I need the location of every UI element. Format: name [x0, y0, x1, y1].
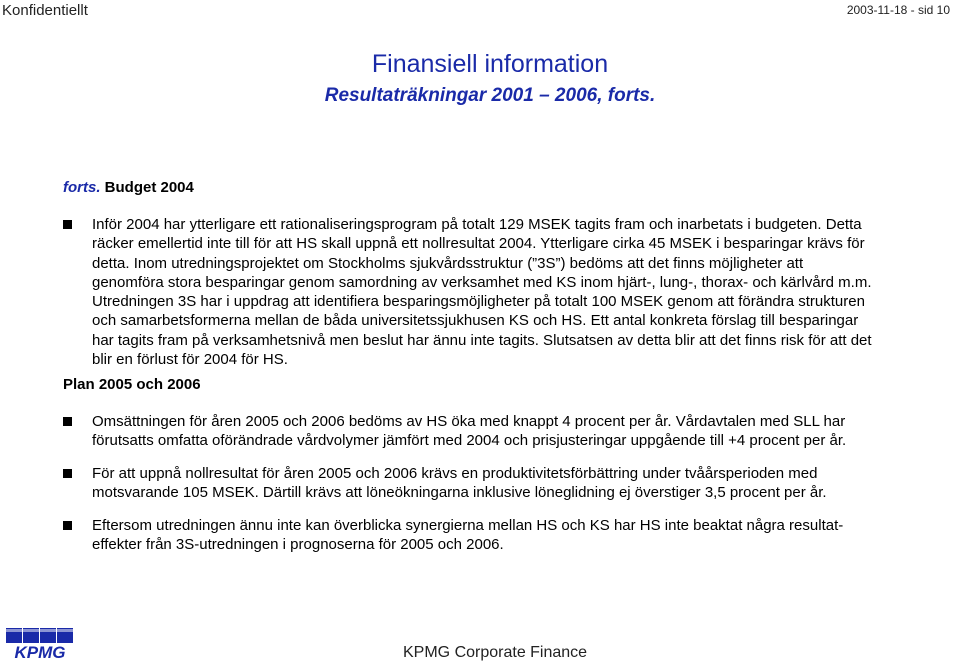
footer-company: KPMG Corporate Finance — [403, 644, 588, 661]
section-heading-rest: Budget 2004 — [100, 179, 194, 196]
kpmg-logo-boxes — [6, 628, 73, 643]
page-subtitle: Resultaträkningar 2001 – 2006, forts. — [324, 85, 656, 106]
bullet-text — [92, 215, 923, 369]
square-bullet-icon — [63, 521, 72, 530]
text-line: detta. Inom utredningsprojektet om Stockholms sjukvårdsstruktur (”3S”) bedöms att det finns möjligheter att — [92, 254, 804, 272]
text-line: För att uppnå nollresultat för åren 2005 och 2006 krävs en produktivitetsförbättring under tvåårsperioden med — [92, 465, 818, 482]
text-line: räcker emellertid inte till för att HS skall uppnå ett nollresultat 2004. Ytterligare cirka 45 MSEK i besparingar krävs för — [92, 235, 865, 253]
bullet-text — [92, 412, 923, 451]
square-bullet-icon — [63, 417, 72, 426]
bullet-budget-2004 — [63, 215, 923, 369]
bullet-omsattning — [63, 412, 923, 451]
bullet-text — [92, 464, 923, 503]
text-line: blir en förlust för 2004 för HS. — [92, 351, 288, 369]
text-line: och samarbetsformerna mellan de båda universitetssjukhusen KS och HS. Ett antal konkreta förslag till besparingar — [92, 312, 859, 330]
text-line: Omsättningen för åren 2005 och 2006 bedöms av HS öka med knappt 4 procent per år. Vårdavtalen med SLL har — [92, 413, 846, 430]
text-line: Inför 2004 har ytterligare ett rationaliseringsprogram på totalt 129 MSEK tagits fram och inarbetats i budgeten. Detta — [92, 216, 862, 233]
page-title: Finansiell information — [371, 50, 609, 78]
kpmg-logo-text: KPMG — [14, 643, 66, 660]
header-date-page: 2003-11-18 - sid 10 — [846, 3, 950, 17]
bullet-nollresultat — [63, 464, 923, 503]
text-line: har tagits fram på verksamhetsnivå men beslut har ännu inte tagits. Slutsatsen av detta blir att det finns risk för att det — [92, 331, 872, 349]
kpmg-logo — [4, 628, 76, 660]
text-line: effekter från 3S-utredningen i prognoserna för 2005 och 2006. — [92, 536, 504, 554]
bullet-synergier — [63, 516, 923, 555]
bullet-text — [92, 516, 923, 555]
text-line: förutsatts omfatta oförändrade vårdvolymer jämfört med 2004 och prisjusteringar uppgående till +4 procent per år. — [92, 432, 847, 450]
section-heading-budget-2004 — [63, 179, 194, 196]
text-line: Eftersom utredningen ännu inte kan överblicka synergierna mellan HS och KS har HS inte beaktat några resultat- — [92, 517, 844, 534]
text-line: genomföra stora besparingar genom samordning av verksamhet med KS inom hjärt-, lung-, thorax- och kärlvård m.m. — [92, 273, 872, 291]
text-line: Utredningen 3S har i uppdrag att identifiera besparingsmöjligheter på totalt 100 MSEK genom att förändra strukturen — [92, 293, 865, 311]
section-heading-italic: forts. — [63, 179, 101, 196]
square-bullet-icon — [63, 469, 72, 478]
section-heading-plan-2005-2006: Plan 2005 och 2006 — [63, 376, 201, 393]
square-bullet-icon — [63, 220, 72, 229]
header-confidential: Konfidentiellt — [2, 2, 88, 19]
text-line: motsvarande 105 MSEK. Därtill krävs att löneökningarna inklusive löneglidning ej överstiger 3,5 procent per år. — [92, 484, 827, 502]
